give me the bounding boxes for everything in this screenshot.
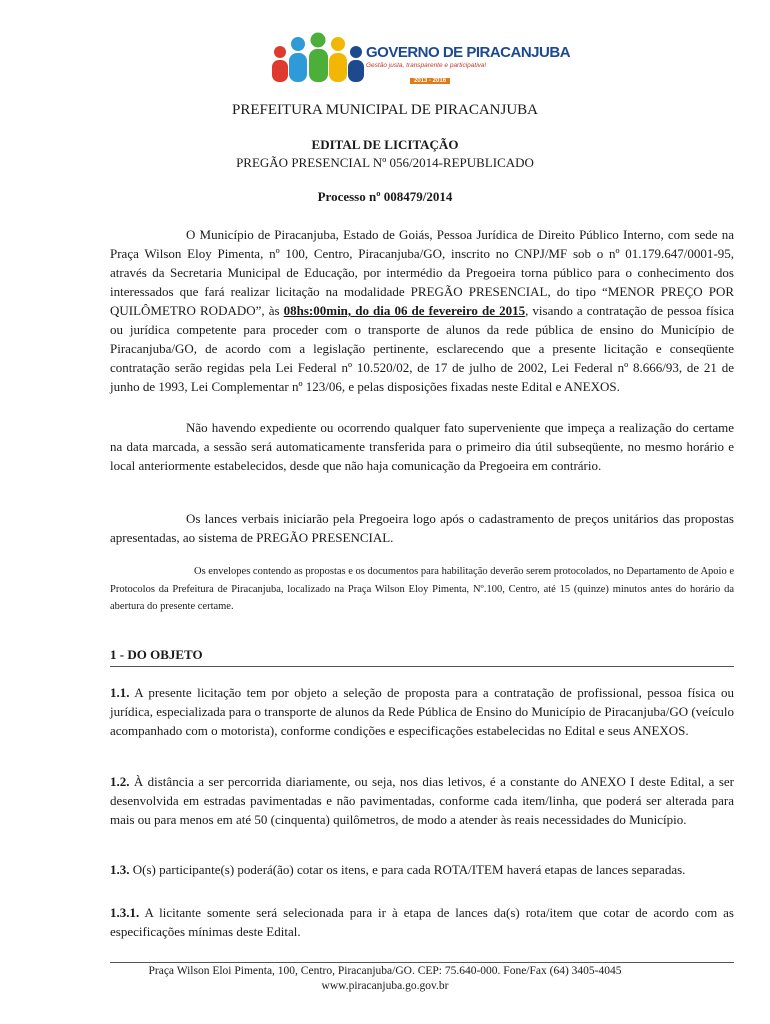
intro-text-a: O Município de Piracanjuba, Estado de Goiás, Pessoa Jurídica de Direito Público Interno, com sede na Praça Wilson Eloy Pimenta, nº 100, Centro, Piracanjuba/GO, inscrito no CNPJ/MF sob o nº 01.179.647/0001-95, através da Secretaria Municipal de Educação, por intermédio da Pregoeira torna público para o conhecimento dos interessados que fará realizar licitação na modalidade PREGÃO PRESENCIAL, do tipo “MENOR PREÇO POR QUILÔMETRO RODADO”, às: [110, 227, 734, 318]
clause-1-3-1: [110, 903, 734, 941]
intro-paragraph-4: [110, 563, 734, 616]
intro-text-4: Os envelopes contendo as propostas e os documentos para habilitação deverão serem protocolados, no Departamento de Apoio e Protocolos da Prefeitura de Piracanjuba, localizado na Praça Wilson Eloy Pimenta, Nº.100, Centro, até 15 (quinze) minutos antes do horário da abertura do presente certame.: [110, 566, 735, 612]
people-logo-icon: [266, 30, 370, 86]
section-title: 1 - DO OBJETO: [110, 647, 203, 662]
edital-title: EDITAL DE LICITAÇÃO: [311, 137, 459, 152]
intro-text-3: Os lances verbais iniciarão pela Pregoeira logo após o cadastramento de preços unitários das propostas apresentadas, ao sistema de PREGÃO PRESENCIAL.: [110, 511, 734, 545]
logo-tagline: Gestão justa, transparente e participativa!: [366, 62, 487, 69]
footer-website: www.piracanjuba.go.gov.br: [321, 980, 449, 992]
prefeitura-title: PREFEITURA MUNICIPAL DE PIRACANJUBA: [231, 102, 538, 118]
intro-text-2: Não havendo expediente ou ocorrendo qualquer fato superveniente que impeça a realização do certame na data marcada, a sessão será automaticamente transferida para o primeiro dia útil subseqüente, no mesmo horário e local anteriormente estabelecidos, desde que não haja comunicação da Pregoeira em contrário.: [110, 420, 734, 473]
clause-text: À distância a ser percorrida diariamente, ou seja, nos dias letivos, é a constante do ANEXO I deste Edital, a ser desenvolvida em estradas pavimentadas e não pavimentadas, conforme cada item/linha, que poderá ser alterada para mais ou para menos em até 50 (cinquenta) quilômetros, de modo a atender às reais necessidades do Município.: [110, 774, 734, 827]
clause-number: 1.3.: [110, 862, 130, 877]
processo-number: Processo nº 008479/2014: [317, 189, 453, 204]
clause-1-2: [110, 772, 734, 829]
intro-paragraph-3: [110, 509, 734, 547]
clause-text: A licitante somente será selecionada para ir à etapa de lances da(s) rota/item que cotar de acordo com as especificações mínimas deste Edital.: [110, 905, 734, 939]
logo-years: 2013 - 2016: [410, 78, 450, 84]
clause-text: A presente licitação tem por objeto a seleção de proposta para a contratação de profissional, pessoa física ou jurídica, especializada para o transporte de alunos da Rede Pública de Ensino do Município de Piracanjuba/GO (veículo acompanhado com o motorista), conforme condições e especificações estabelecidas no Edital e seus ANEXOS.: [110, 685, 734, 738]
clause-text: O(s) participante(s) poderá(ão) cotar os itens, e para cada ROTA/ITEM haverá etapas de lances separadas.: [129, 862, 686, 877]
intro-paragraph-1: [110, 225, 734, 396]
logo-title: GOVERNO DE PIRACANJUBA: [366, 44, 571, 61]
intro-paragraph-2: [110, 418, 734, 475]
clause-1-1: [110, 683, 734, 740]
footer-address: Praça Wilson Eloi Pimenta, 100, Centro, Piracanjuba/GO. CEP: 75.640-000. Fone/Fax (64) 3405-4045: [148, 965, 622, 977]
footer-divider: [110, 962, 734, 963]
intro-text-b: , visando a contratação de pessoa física ou jurídica competente para proceder com o transporte de alunos da rede pública de ensino do Município de Piracanjuba/GO, de acordo com a legislação pertinente, esclarecendo que a presente licitação e conseqüente contratação serão regidas pela Lei Federal nº 10.520/02, de 17 de julho de 2002, Lei Federal nº 8.666/93, de 21 de junho de 1993, Lei Complementar nº 123/06, e pelas disposições fixadas neste Edital e ANEXOS.: [110, 303, 734, 394]
clause-number: 1.3.1.: [110, 905, 140, 920]
clause-1-3: [110, 860, 734, 879]
section-divider: [110, 666, 734, 667]
clause-number: 1.1.: [110, 685, 130, 700]
government-logo: [266, 30, 571, 86]
pregao-subtitle: PREGÃO PRESENCIAL Nº 056/2014-REPUBLICADO: [236, 155, 534, 170]
session-date: 08hs:00min, do dia 06 de fevereiro de 2015: [283, 303, 526, 318]
clause-number: 1.2.: [110, 774, 130, 789]
